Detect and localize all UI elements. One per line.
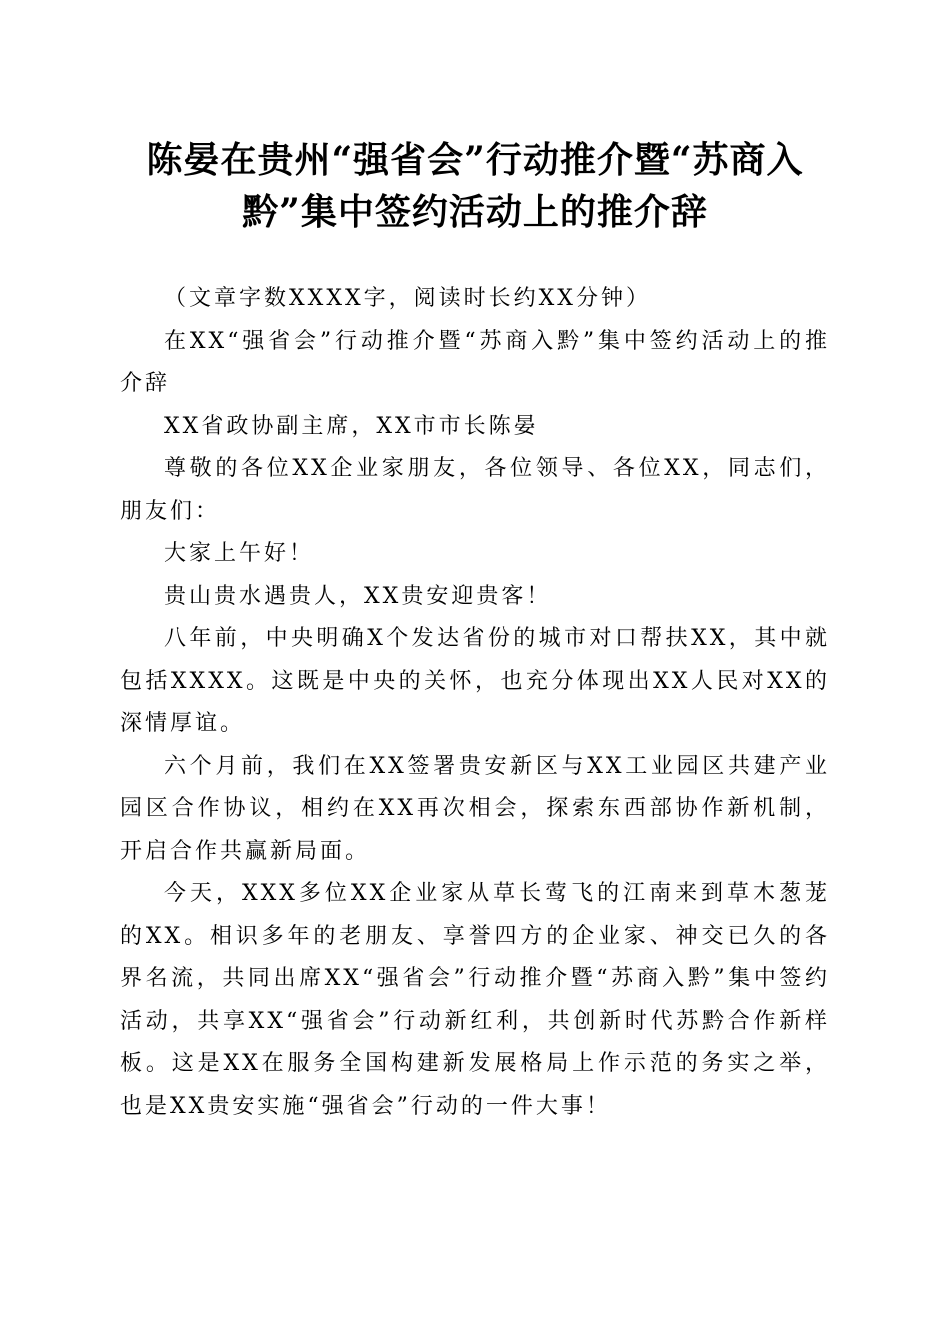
title-line-2: 黔”集中签约活动上的推介辞 bbox=[242, 191, 708, 233]
greeting: 大家上午好！ bbox=[164, 541, 315, 566]
salutation: 尊敬的各位XX企业家朋友，各位领导、各位XX，同志们，朋友们： bbox=[120, 456, 830, 524]
body-paragraph: 今天，XXX多位XX企业家从草长莺飞的江南来到草木葱茏的XX。相识多年的老朋友、享誉四方的企业家、神交已久的各界名流，共同出席XX“强省会”行动推介暨“苏商入黔”集中签约活动，共享XX“强省会”行动新红利，共创新时代苏黔合作新样板。这是XX在服务全国构建新发展格局上作示范的务实之举，也是XX贵安实施“强省会”行动的一件大事！ bbox=[120, 881, 830, 1119]
speech-heading: 在XX“强省会”行动推介暨“苏商入黔”集中签约活动上的推介辞 bbox=[120, 328, 830, 396]
welcome-line: 贵山贵水遇贵人，XX贵安迎贵客！ bbox=[164, 583, 552, 609]
word-count-note: （文章字数XXXX字，阅读时长约XX分钟） bbox=[164, 286, 651, 311]
title-line-1: 陈晏在贵州“强省会”行动推介暨“苏商入 bbox=[146, 139, 804, 181]
speaker-line: XX省政协副主席，XX市市长陈晏 bbox=[164, 413, 539, 439]
document-title bbox=[120, 134, 830, 238]
body-paragraph: 八年前，中央明确X个发达省份的城市对口帮扶XX，其中就包括XXXX。这既是中央的关怀，也充分体现出XX人民对XX的深情厚谊。 bbox=[120, 626, 830, 736]
body-paragraph: 六个月前，我们在XX签署贵安新区与XX工业园区共建产业园区合作协议，相约在XX再次相会，探索东西部协作新机制，开启合作共赢新局面。 bbox=[120, 753, 830, 864]
document-body bbox=[120, 278, 830, 1128]
